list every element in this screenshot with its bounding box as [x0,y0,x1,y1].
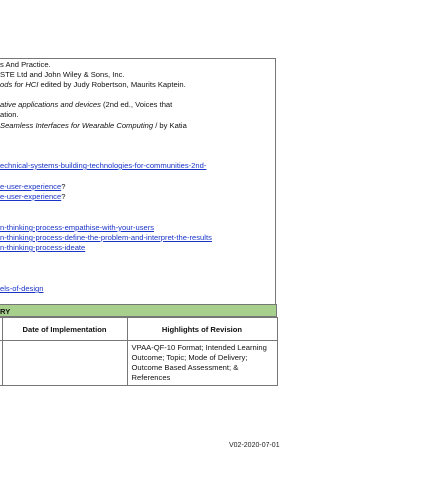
reference-link-line[interactable] [0,284,43,294]
reference-link[interactable]: n-thinking-process-define-the-problem-and-interpret-the-results [0,233,212,242]
reference-link-line[interactable] [0,233,212,243]
reference-link[interactable]: echnical-systems-building-technologies-for-communities-2nd- [0,161,207,170]
revision-history-table [0,317,278,386]
reference-link-line[interactable]: e-user-experience? [0,192,66,201]
table-cell [2,341,127,386]
table-row [0,341,277,386]
reference-link-line[interactable]: e-user-experience? [0,182,66,191]
version-label: V02-2020-07-01 [229,442,280,449]
table-cell: VPAA-QF-10 Format; Intended Learning Outcome; Topic; Mode of Delivery; Outcome Based Assessment; & References [127,341,277,386]
references-section [0,58,276,304]
reference-line: ative applications and devices (2nd ed., Voices that [0,100,173,109]
reference-link-line[interactable] [0,161,206,171]
reference-line: ods for HCI edited by Judy Robertson, Maurits Kaptein. [0,80,186,89]
reference-line: STE Ltd and John Wiley & Sons, Inc. [0,70,125,79]
reference-link[interactable]: els-of-design [0,284,44,293]
column-header: Date of Implementation [2,318,127,341]
revision-history-section [0,304,277,386]
reference-link[interactable]: e-user-experience [0,192,62,201]
column-header: Highlights of Revision [127,318,277,341]
reference-link-line[interactable] [0,223,154,233]
reference-line: ation. [0,110,19,119]
reference-link[interactable]: n-thinking-process-empathise-with-your-users [0,223,155,232]
reference-line: s And Practice. [0,60,51,69]
revision-history-header: RY [0,304,277,317]
reference-line: Seamless Interfaces for Wearable Computing / by Katia [0,121,187,130]
reference-link-line[interactable] [0,243,85,253]
reference-link[interactable]: n-thinking-process-ideate [0,243,86,252]
table-header-row [0,318,277,341]
reference-link[interactable]: e-user-experience [0,182,62,191]
